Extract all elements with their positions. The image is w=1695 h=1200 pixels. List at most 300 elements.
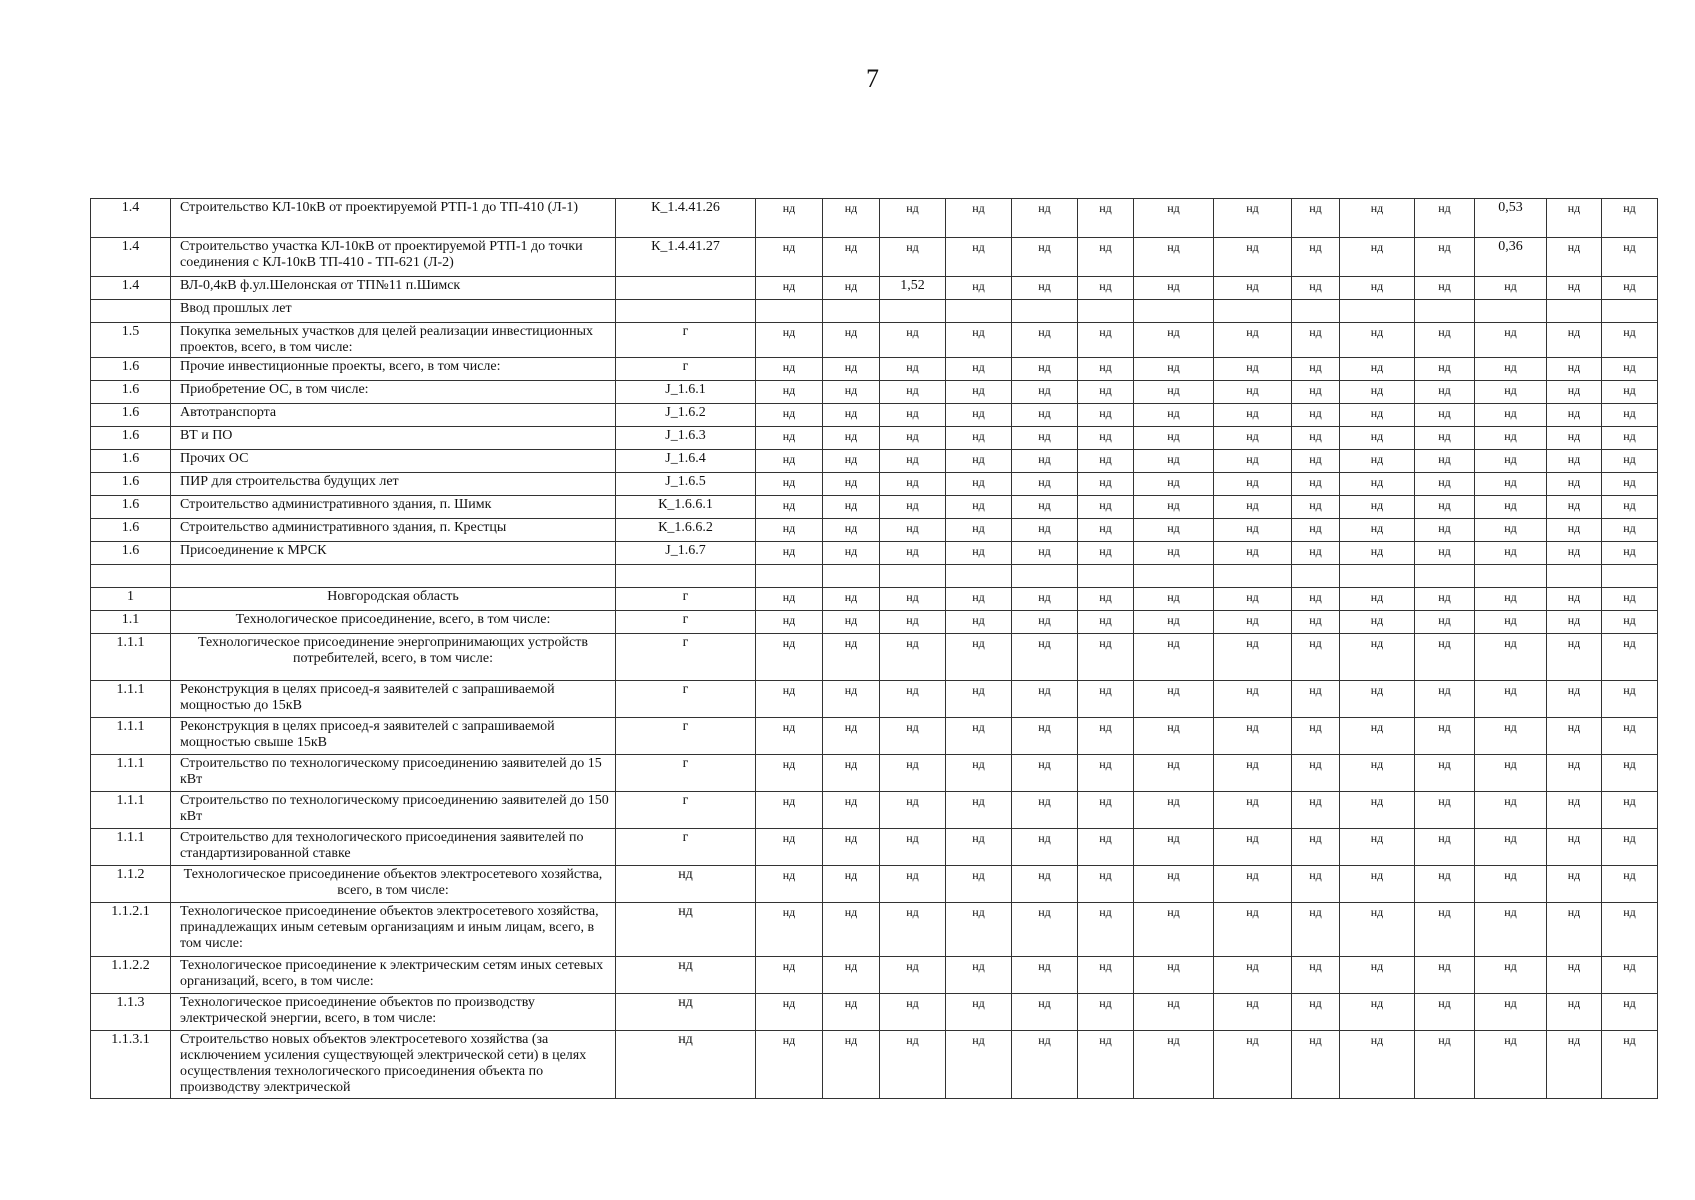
value-cell	[1475, 300, 1547, 323]
value-cell: нд	[823, 238, 880, 277]
table-row	[91, 792, 1658, 829]
value-cell: нд	[1475, 519, 1547, 542]
table-row	[91, 519, 1658, 542]
row-name: Автотранспорта	[171, 404, 616, 427]
value-cell: нд	[756, 792, 823, 829]
row-number: 1.1.1	[91, 718, 171, 755]
value-cell: нд	[1602, 681, 1658, 718]
value-cell: нд	[756, 519, 823, 542]
value-cell	[1475, 565, 1547, 588]
value-cell: нд	[1602, 542, 1658, 565]
value-cell: нд	[1078, 994, 1134, 1031]
table-row	[91, 634, 1658, 681]
value-cell: нд	[880, 404, 946, 427]
table-row	[91, 473, 1658, 496]
row-name: Строительство участка КЛ-10кВ от проектируемой РТП-1 до точки соединения с КЛ-10кВ ТП-410 - ТП-621 (Л-2)	[171, 238, 616, 277]
row-code: г	[616, 323, 756, 358]
value-cell: нд	[1547, 755, 1602, 792]
value-cell: нд	[756, 957, 823, 994]
table-row	[91, 404, 1658, 427]
value-cell: нд	[1078, 903, 1134, 957]
value-cell: нд	[823, 199, 880, 238]
value-cell: нд	[1340, 755, 1415, 792]
value-cell: нд	[1078, 277, 1134, 300]
row-code: J_1.6.1	[616, 381, 756, 404]
value-cell: нд	[1475, 611, 1547, 634]
value-cell: нд	[823, 903, 880, 957]
value-cell: нд	[1078, 496, 1134, 519]
value-cell	[756, 565, 823, 588]
value-cell: нд	[1547, 473, 1602, 496]
row-code: J_1.6.3	[616, 427, 756, 450]
value-cell: нд	[1340, 323, 1415, 358]
value-cell: 1,52	[880, 277, 946, 300]
row-number: 1.6	[91, 404, 171, 427]
value-cell: нд	[880, 496, 946, 519]
value-cell: нд	[756, 358, 823, 381]
value-cell: нд	[946, 718, 1012, 755]
value-cell: нд	[1292, 718, 1340, 755]
value-cell: нд	[1214, 277, 1292, 300]
value-cell: нд	[1292, 829, 1340, 866]
value-cell: нд	[1547, 542, 1602, 565]
table-row	[91, 611, 1658, 634]
row-code: J_1.6.7	[616, 542, 756, 565]
row-number: 1.1.1	[91, 792, 171, 829]
value-cell: нд	[1214, 634, 1292, 681]
value-cell: нд	[1214, 957, 1292, 994]
value-cell: нд	[1547, 427, 1602, 450]
value-cell: нд	[1415, 1031, 1475, 1099]
value-cell: нд	[1475, 450, 1547, 473]
value-cell: нд	[880, 199, 946, 238]
value-cell: нд	[823, 427, 880, 450]
value-cell: нд	[880, 792, 946, 829]
value-cell: нд	[1214, 519, 1292, 542]
value-cell: 0,53	[1475, 199, 1547, 238]
value-cell: нд	[1134, 427, 1214, 450]
table-row	[91, 277, 1658, 300]
value-cell	[1078, 300, 1134, 323]
table-row	[91, 994, 1658, 1031]
value-cell: нд	[1602, 427, 1658, 450]
value-cell: нд	[1078, 404, 1134, 427]
value-cell: нд	[823, 404, 880, 427]
row-number: 1.1.1	[91, 755, 171, 792]
value-cell: нд	[1415, 903, 1475, 957]
value-cell	[823, 565, 880, 588]
value-cell: нд	[1547, 323, 1602, 358]
value-cell: нд	[1292, 1031, 1340, 1099]
value-cell: нд	[1340, 994, 1415, 1031]
value-cell: нд	[1012, 427, 1078, 450]
value-cell: нд	[1475, 542, 1547, 565]
value-cell: нд	[1292, 323, 1340, 358]
value-cell: нд	[1547, 792, 1602, 829]
value-cell: нд	[1078, 718, 1134, 755]
value-cell: нд	[823, 681, 880, 718]
value-cell: нд	[1547, 718, 1602, 755]
row-name: Строительство КЛ-10кВ от проектируемой РТП-1 до ТП-410 (Л-1)	[171, 199, 616, 238]
row-number: 1.1.1	[91, 681, 171, 718]
value-cell: нд	[1415, 634, 1475, 681]
value-cell: нд	[880, 519, 946, 542]
value-cell	[1602, 300, 1658, 323]
value-cell: нд	[1340, 358, 1415, 381]
table-body	[91, 199, 1658, 1099]
value-cell: нд	[880, 238, 946, 277]
value-cell: нд	[1214, 473, 1292, 496]
value-cell: нд	[823, 381, 880, 404]
value-cell: нд	[1012, 358, 1078, 381]
value-cell: нд	[880, 473, 946, 496]
value-cell	[1292, 300, 1340, 323]
value-cell: нд	[1292, 994, 1340, 1031]
row-name: Строительство по технологическому присоединению заявителей до 15 кВт	[171, 755, 616, 792]
value-cell: нд	[1078, 427, 1134, 450]
row-name: Строительство по технологическому присоединению заявителей до 150 кВт	[171, 792, 616, 829]
value-cell: нд	[1012, 1031, 1078, 1099]
value-cell: нд	[1415, 588, 1475, 611]
row-number: 1.1.2	[91, 866, 171, 903]
value-cell: нд	[1134, 238, 1214, 277]
value-cell: нд	[756, 496, 823, 519]
value-cell: нд	[823, 957, 880, 994]
value-cell: нд	[1214, 1031, 1292, 1099]
row-code: г	[616, 681, 756, 718]
value-cell: нд	[756, 1031, 823, 1099]
value-cell: нд	[1292, 381, 1340, 404]
row-number: 1.4	[91, 277, 171, 300]
value-cell: нд	[756, 427, 823, 450]
value-cell: нд	[823, 473, 880, 496]
table-row	[91, 323, 1658, 358]
value-cell: нд	[1012, 829, 1078, 866]
value-cell: нд	[1214, 496, 1292, 519]
value-cell: нд	[1134, 718, 1214, 755]
value-cell: нд	[1475, 358, 1547, 381]
value-cell	[880, 300, 946, 323]
row-number: 1.6	[91, 473, 171, 496]
value-cell: нд	[1134, 994, 1214, 1031]
table-row	[91, 450, 1658, 473]
value-cell	[756, 300, 823, 323]
value-cell: нд	[1292, 866, 1340, 903]
value-cell: нд	[1340, 381, 1415, 404]
row-code: г	[616, 792, 756, 829]
value-cell: нд	[1602, 199, 1658, 238]
value-cell: нд	[1012, 611, 1078, 634]
value-cell: нд	[1214, 829, 1292, 866]
value-cell	[880, 565, 946, 588]
table-row	[91, 681, 1658, 718]
value-cell: нд	[1134, 634, 1214, 681]
value-cell: нд	[756, 323, 823, 358]
value-cell: нд	[1415, 994, 1475, 1031]
table-row	[91, 496, 1658, 519]
value-cell: нд	[756, 755, 823, 792]
value-cell: нд	[1415, 238, 1475, 277]
value-cell: нд	[1602, 381, 1658, 404]
row-code: нд	[616, 957, 756, 994]
row-code: г	[616, 358, 756, 381]
value-cell: нд	[946, 611, 1012, 634]
row-number	[91, 300, 171, 323]
value-cell: нд	[946, 681, 1012, 718]
value-cell: нд	[1547, 199, 1602, 238]
row-number	[91, 565, 171, 588]
value-cell: нд	[946, 588, 1012, 611]
value-cell: нд	[1134, 496, 1214, 519]
value-cell: нд	[1078, 957, 1134, 994]
value-cell: нд	[1475, 404, 1547, 427]
value-cell: нд	[1547, 358, 1602, 381]
row-number: 1.6	[91, 427, 171, 450]
value-cell: нд	[1292, 238, 1340, 277]
value-cell: нд	[1340, 542, 1415, 565]
value-cell: нд	[1547, 404, 1602, 427]
row-number: 1.6	[91, 450, 171, 473]
value-cell: нд	[1602, 323, 1658, 358]
value-cell: нд	[1214, 238, 1292, 277]
table-row	[91, 755, 1658, 792]
value-cell: нд	[1214, 866, 1292, 903]
value-cell: нд	[1415, 611, 1475, 634]
value-cell: нд	[946, 323, 1012, 358]
value-cell: нд	[1415, 473, 1475, 496]
value-cell: нд	[1078, 829, 1134, 866]
row-number: 1.6	[91, 358, 171, 381]
value-cell: нд	[756, 588, 823, 611]
value-cell: нд	[1547, 903, 1602, 957]
value-cell: нд	[1475, 718, 1547, 755]
value-cell: нд	[946, 496, 1012, 519]
row-name: Ввод прошлых лет	[171, 300, 616, 323]
row-name: Строительство административного здания, п. Крестцы	[171, 519, 616, 542]
value-cell: нд	[1012, 238, 1078, 277]
value-cell: нд	[1134, 957, 1214, 994]
value-cell: нд	[823, 755, 880, 792]
value-cell: нд	[1078, 1031, 1134, 1099]
value-cell: нд	[756, 450, 823, 473]
value-cell: нд	[1415, 718, 1475, 755]
value-cell: нд	[1415, 323, 1475, 358]
value-cell: нд	[756, 866, 823, 903]
value-cell: нд	[1340, 681, 1415, 718]
value-cell: нд	[1012, 542, 1078, 565]
row-code: г	[616, 755, 756, 792]
value-cell: нд	[823, 866, 880, 903]
value-cell: нд	[1012, 404, 1078, 427]
table-row	[91, 300, 1658, 323]
value-cell: нд	[1475, 634, 1547, 681]
value-cell: нд	[1415, 866, 1475, 903]
value-cell: нд	[1012, 381, 1078, 404]
value-cell	[1547, 565, 1602, 588]
value-cell: нд	[1415, 792, 1475, 829]
value-cell: нд	[1340, 1031, 1415, 1099]
value-cell: нд	[1134, 277, 1214, 300]
value-cell: нд	[1214, 792, 1292, 829]
row-code: J_1.6.2	[616, 404, 756, 427]
value-cell: нд	[1214, 323, 1292, 358]
row-code	[616, 277, 756, 300]
value-cell: нд	[1292, 519, 1340, 542]
value-cell: нд	[1415, 519, 1475, 542]
row-name: Строительство для технологического присоединения заявителей по стандартизированной ставке	[171, 829, 616, 866]
value-cell: нд	[880, 829, 946, 866]
value-cell: нд	[756, 994, 823, 1031]
row-name: Строительство новых объектов электросетевого хозяйства (за исключением усиления существующей электрической сети) в целях осуществления технологического присоединения объекта по производству электрической	[171, 1031, 616, 1099]
value-cell: нд	[1292, 681, 1340, 718]
value-cell: нд	[880, 994, 946, 1031]
row-code: К_1.4.41.26	[616, 199, 756, 238]
value-cell: нд	[756, 681, 823, 718]
value-cell: нд	[756, 903, 823, 957]
value-cell: нд	[1012, 903, 1078, 957]
row-number: 1.1.3.1	[91, 1031, 171, 1099]
row-name: Реконструкция в целях присоед-я заявителей с запрашиваемой мощностью до 15кВ	[171, 681, 616, 718]
row-number: 1.5	[91, 323, 171, 358]
value-cell: нд	[1602, 496, 1658, 519]
value-cell: нд	[1415, 427, 1475, 450]
value-cell: нд	[1292, 903, 1340, 957]
value-cell: нд	[1602, 358, 1658, 381]
value-cell: нд	[1292, 404, 1340, 427]
value-cell: нд	[1292, 199, 1340, 238]
value-cell: нд	[1292, 542, 1340, 565]
value-cell: нд	[1292, 792, 1340, 829]
value-cell	[823, 300, 880, 323]
value-cell	[1134, 565, 1214, 588]
value-cell: нд	[1340, 519, 1415, 542]
value-cell: нд	[1078, 755, 1134, 792]
value-cell: нд	[1415, 829, 1475, 866]
value-cell: нд	[1475, 957, 1547, 994]
value-cell	[1292, 565, 1340, 588]
value-cell: 0,36	[1475, 238, 1547, 277]
value-cell: нд	[1475, 681, 1547, 718]
row-name: Технологическое присоединение объектов по производству электрической энергии, всего, в том числе:	[171, 994, 616, 1031]
row-number: 1.6	[91, 519, 171, 542]
value-cell: нд	[1012, 755, 1078, 792]
value-cell: нд	[1602, 238, 1658, 277]
value-cell: нд	[1547, 381, 1602, 404]
value-cell: нд	[880, 611, 946, 634]
value-cell: нд	[1214, 404, 1292, 427]
row-number: 1.1.3	[91, 994, 171, 1031]
value-cell: нд	[946, 903, 1012, 957]
value-cell: нд	[1134, 829, 1214, 866]
value-cell: нд	[1602, 611, 1658, 634]
row-number: 1.4	[91, 238, 171, 277]
value-cell: нд	[1134, 681, 1214, 718]
value-cell: нд	[1134, 323, 1214, 358]
row-number: 1.6	[91, 496, 171, 519]
row-number: 1	[91, 588, 171, 611]
value-cell: нд	[1340, 404, 1415, 427]
value-cell: нд	[1214, 681, 1292, 718]
value-cell: нд	[1012, 277, 1078, 300]
value-cell: нд	[1078, 450, 1134, 473]
row-code: К_1.6.6.2	[616, 519, 756, 542]
value-cell: нд	[946, 450, 1012, 473]
table-row	[91, 542, 1658, 565]
value-cell: нд	[1602, 903, 1658, 957]
value-cell: нд	[1134, 358, 1214, 381]
value-cell: нд	[1547, 866, 1602, 903]
value-cell: нд	[1292, 588, 1340, 611]
row-code: нд	[616, 1031, 756, 1099]
value-cell: нд	[946, 994, 1012, 1031]
value-cell: нд	[946, 866, 1012, 903]
value-cell: нд	[1340, 634, 1415, 681]
value-cell: нд	[756, 238, 823, 277]
value-cell: нд	[1547, 588, 1602, 611]
value-cell: нд	[1547, 681, 1602, 718]
value-cell: нд	[1340, 792, 1415, 829]
value-cell: нд	[1012, 994, 1078, 1031]
value-cell: нд	[1134, 404, 1214, 427]
row-number: 1.4	[91, 199, 171, 238]
row-code: нд	[616, 866, 756, 903]
value-cell: нд	[880, 588, 946, 611]
value-cell: нд	[1012, 866, 1078, 903]
value-cell: нд	[1475, 1031, 1547, 1099]
value-cell: нд	[880, 681, 946, 718]
value-cell: нд	[946, 1031, 1012, 1099]
value-cell: нд	[1340, 473, 1415, 496]
value-cell: нд	[823, 611, 880, 634]
row-code: J_1.6.4	[616, 450, 756, 473]
row-name: ВТ и ПО	[171, 427, 616, 450]
row-code: г	[616, 829, 756, 866]
value-cell: нд	[1547, 994, 1602, 1031]
value-cell: нд	[1134, 1031, 1214, 1099]
table-row	[91, 588, 1658, 611]
value-cell: нд	[1475, 496, 1547, 519]
value-cell: нд	[1214, 358, 1292, 381]
value-cell	[1415, 565, 1475, 588]
value-cell: нд	[1602, 404, 1658, 427]
value-cell: нд	[1214, 542, 1292, 565]
value-cell: нд	[1134, 588, 1214, 611]
row-name: ВЛ-0,4кВ ф.ул.Шелонская от ТП№11 п.Шимск	[171, 277, 616, 300]
value-cell: нд	[823, 450, 880, 473]
value-cell: нд	[1340, 450, 1415, 473]
value-cell: нд	[1475, 323, 1547, 358]
investment-table	[90, 198, 1658, 1099]
value-cell: нд	[1415, 681, 1475, 718]
row-name: Технологическое присоединение к электрическим сетям иных сетевых организаций, всего, в том числе:	[171, 957, 616, 994]
row-number: 1.1.2.2	[91, 957, 171, 994]
value-cell: нд	[1602, 473, 1658, 496]
value-cell: нд	[823, 519, 880, 542]
value-cell: нд	[1078, 381, 1134, 404]
value-cell: нд	[1134, 903, 1214, 957]
value-cell: нд	[1134, 755, 1214, 792]
value-cell: нд	[823, 994, 880, 1031]
value-cell: нд	[946, 755, 1012, 792]
value-cell: нд	[1012, 473, 1078, 496]
row-number: 1.1.1	[91, 634, 171, 681]
value-cell: нд	[1415, 957, 1475, 994]
value-cell: нд	[1602, 519, 1658, 542]
value-cell: нд	[1475, 381, 1547, 404]
value-cell: нд	[1214, 427, 1292, 450]
value-cell: нд	[756, 718, 823, 755]
value-cell: нд	[880, 381, 946, 404]
